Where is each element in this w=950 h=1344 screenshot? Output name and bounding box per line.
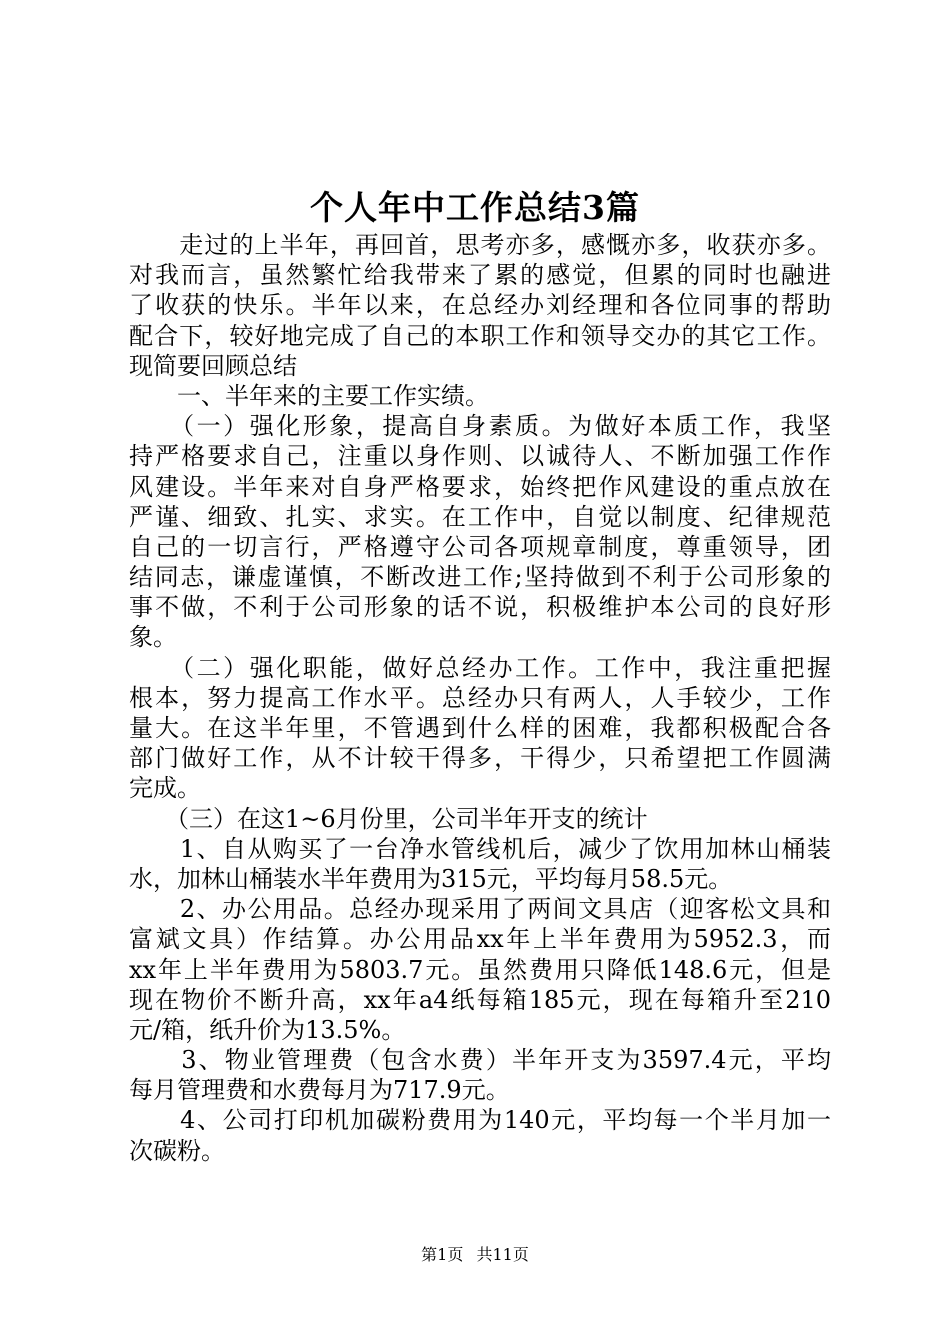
text-line: 2、办公用品。总经办现采用了两间文具店（迎客松文具和 bbox=[129, 895, 831, 924]
text-line: 元/箱，纸升价为13.5%。 bbox=[129, 1015, 406, 1044]
text-line: 风建设。半年来对自身严格要求，始终把作风建设的重点放在 bbox=[129, 472, 831, 501]
text-line: 完成。 bbox=[129, 774, 201, 803]
text-line: 持严格要求自己，注重以身作则、以诚待人、不断加强工作作 bbox=[129, 442, 831, 471]
text-line: 自己的一切言行，严格遵守公司各项规章制度，尊重领导，团 bbox=[129, 532, 831, 561]
text-line: 配合下，较好地完成了自己的本职工作和领导交办的其它工作。 bbox=[129, 321, 831, 350]
text-line: 水，加林山桶装水半年费用为315元，平均每月58.5元。 bbox=[129, 864, 733, 893]
text-line: 一、半年来的主要工作实绩。 bbox=[129, 381, 489, 410]
text-line: 4、公司打印机加碳粉费用为140元，平均每一个半月加一 bbox=[129, 1106, 831, 1135]
text-line: 量大。在这半年里，不管遇到什么样的困难，我都积极配合各 bbox=[129, 714, 831, 742]
text-line: 1、自从购买了一台净水管线机后，减少了饮用加林山桶装 bbox=[129, 834, 831, 863]
text-line: 象。 bbox=[129, 623, 177, 652]
text-line: 现简要回顾总结 bbox=[129, 351, 297, 380]
text-line: 次碳粉。 bbox=[129, 1136, 225, 1165]
text-line: xx年上半年费用为5803.7元。虽然费用只降低148.6元，但是 bbox=[129, 955, 831, 984]
document-body bbox=[129, 230, 831, 1166]
text-line: 结同志，谦虚谨慎，不断改进工作;坚持做到不利于公司形象的 bbox=[129, 563, 831, 592]
text-line: 严谨、细致、扎实、求实。在工作中，自觉以制度、纪律规范 bbox=[129, 502, 831, 531]
text-line: 走过的上半年，再回首，思考亦多，感慨亦多，收获亦多。 bbox=[129, 231, 831, 259]
text-line: 现在物价不断升高，xx年a4纸每箱185元，现在每箱升至210 bbox=[129, 985, 831, 1014]
text-line: 根本，努力提高工作水平。总经办只有两人，人手较少，工作 bbox=[129, 683, 831, 712]
text-line: 富斌文具）作结算。办公用品xx年上半年费用为5952.3，而 bbox=[129, 925, 831, 954]
text-line: 部门做好工作，从不计较干得多，干得少，只希望把工作圆满 bbox=[129, 744, 831, 773]
page-footer bbox=[0, 1243, 950, 1267]
page-total: 共11页 bbox=[476, 1245, 529, 1264]
text-line: （二）强化职能，做好总经办工作。工作中，我注重把握 bbox=[129, 653, 831, 682]
text-line: 3、物业管理费（包含水费）半年开支为3597.4元，平均 bbox=[129, 1046, 831, 1075]
text-line: 事不做，不利于公司形象的话不说，积极维护本公司的良好形 bbox=[129, 593, 831, 622]
text-line: 对我而言，虽然繁忙给我带来了累的感觉，但累的同时也融进 bbox=[129, 261, 831, 290]
page-number: 第1页 bbox=[421, 1245, 464, 1264]
document-title: 个人年中工作总结3篇 bbox=[310, 188, 640, 227]
text-line: 每月管理费和水费每月为717.9元。 bbox=[129, 1076, 510, 1105]
text-line: 了收获的快乐。半年以来，在总经办刘经理和各位同事的帮助 bbox=[129, 291, 831, 320]
text-line: （三）在这1~6月份里，公司半年开支的统计 bbox=[129, 804, 648, 833]
text-line: （一）强化形象，提高自身素质。为做好本质工作，我坚 bbox=[129, 412, 831, 441]
